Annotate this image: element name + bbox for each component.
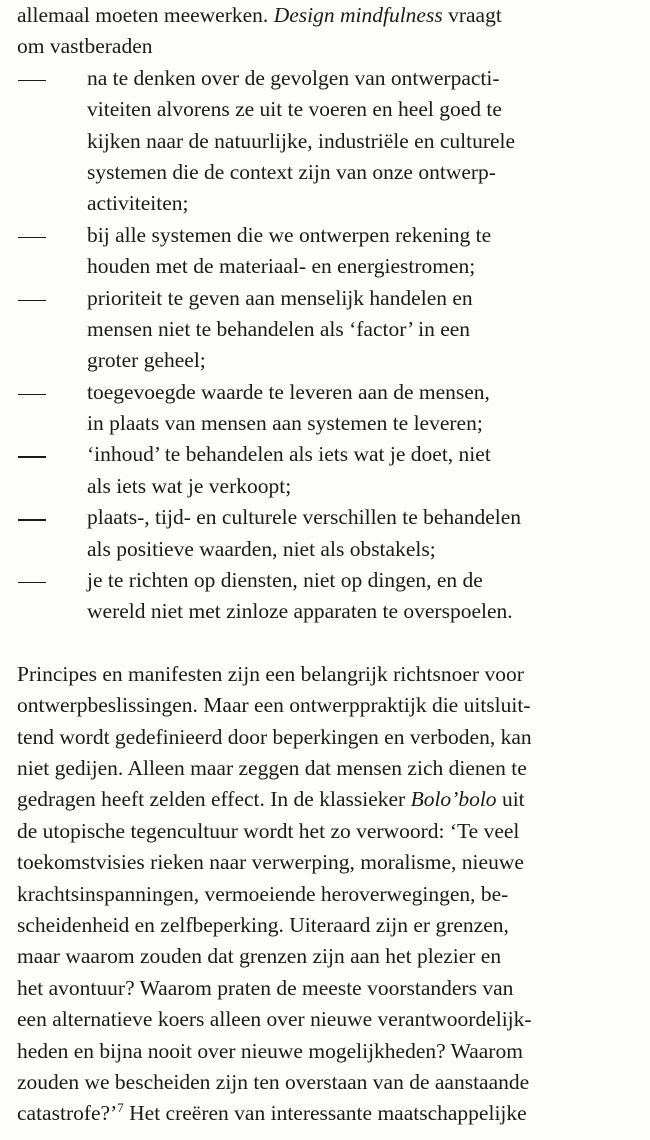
bullet-item: ‘inhoud’ te behandelen als iets wat je doet, niet als iets wat je verkoopt;: [17, 439, 639, 502]
document-page: [17, 0, 639, 1130]
em-dash-icon: [17, 283, 57, 314]
paragraph-gap: [17, 628, 639, 659]
emphasis-bolo-bolo: Bolo’bolo: [410, 787, 497, 812]
bullet-item: toegevoegde waarde te leveren aan de mensen, in plaats van mensen aan systemen te leveren;: [17, 377, 639, 440]
text-line: allemaal moeten meewerken. Design mindfulness vraagt: [17, 3, 502, 27]
bullet-list: [17, 63, 639, 628]
em-dash-icon: [17, 502, 57, 533]
em-dash-icon: [17, 220, 57, 251]
text-line: gedragen heeft zelden effect. In de klassieker Bolo’bolo uit: [17, 787, 525, 812]
emphasis-design-mindfulness: Design mindfulness: [273, 3, 443, 27]
bullet-item: je te richten op diensten, niet op dingen, en de wereld niet met zinloze apparaten te overspoelen.: [17, 565, 639, 628]
text-line: catastrofe?’$^7$ Het creëren van interessante maatschappelijke: [17, 1100, 527, 1126]
em-dash-icon: [17, 63, 57, 94]
bullet-item: plaats-, tijd- en culturele verschillen te behandelen als positieve waarden, niet als obstakels;: [17, 502, 639, 565]
intro-text: [17, 0, 639, 63]
footnote-marker[interactable]: 7: [117, 1100, 124, 1116]
body-paragraph: Principes en manifesten zijn een belangrijk richtsnoer voor ontwerpbeslissingen. Maar een ontwerppraktijk die uitsluit- tend wordt gedefinieerd door beperkingen en verboden, kan niet gedijen. Alleen maar zeggen dat mensen zich dienen te gedragen heeft zelden effect. In de klassieker Bolo’bolo uit de utopische tegencultuur wordt het zo verwoord: ‘Te veel toekomstvisies rieken naar verwerping, moralisme, nieuwe krachtsinspanningen, vermoeiende heroverwegingen, be- scheidenheid en zelfbeperking. Uiteraard zijn er grenzen, maar waarom zouden dat grenzen zijn aan het plezier en het avontuur? Waarom praten de meeste voorstanders van een alternatieve koers alleen over nieuwe verantwoordelijk- heden en bijna nooit over nieuwe mogelijkheden? Waarom zouden we bescheiden zijn ten overstaan van de aanstaande catastrofe?’$^7$ Het creëren van interessante maatschappelijke: [17, 659, 639, 1130]
em-dash-icon: [17, 377, 57, 408]
text-line: om vastberaden: [17, 34, 153, 59]
em-dash-icon: [17, 439, 57, 470]
bullet-item: bij alle systemen die we ontwerpen rekening te houden met de materiaal- en energiestromen;: [17, 220, 639, 283]
em-dash-icon: [17, 565, 57, 596]
bullet-item: na te denken over de gevolgen van ontwerpacti- viteiten alvorens ze uit te voeren en heel goed te kijken naar de natuurlijke, industriële en culturele systemen die de context zijn van onze ontwerp- activiteiten;: [17, 63, 639, 220]
bullet-item: prioriteit te geven aan menselijk handelen en mensen niet te behandelen als ‘factor’ in een groter geheel;: [17, 283, 639, 377]
